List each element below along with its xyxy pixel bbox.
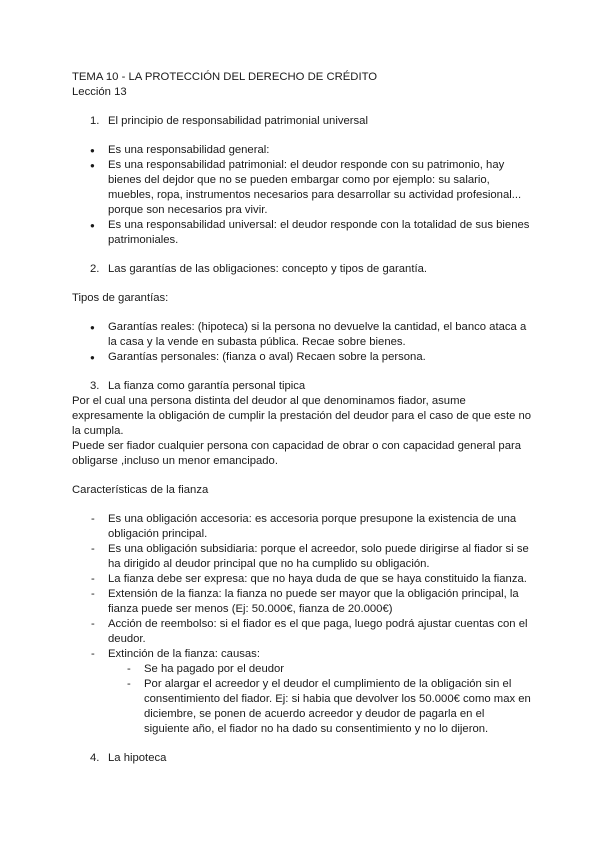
characteristics-label: Características de la fianza [72, 484, 209, 496]
characteristics-list [72, 512, 532, 737]
document-title: TEMA 10 - LA PROTECCIÓN DEL DERECHO DE CRÉDITO [72, 71, 378, 83]
list-item [90, 647, 532, 737]
list-item: - Acción de reembolso: si el fiador es el que paga, luego podrá ajustar cuentas con el deudor. [90, 617, 532, 647]
list-item: ● Es una responsabilidad patrimonial: el deudor responde con su patrimonio, hay bienes del dejdor que no se pueden embargar como por ejemplo: su salario, muebles, ropa, instrumentos necesarios para desarrollar su actividad profesional... porque son necesarios pra vivir. [90, 158, 532, 218]
list-item: - Es una obligación subsidiaria: porque el acreedor, solo puede dirigirse al fiador si se ha dirigido al deudor principal que no ha cumplido su obligación. [90, 542, 532, 572]
section-1-bullets [72, 143, 532, 248]
extinction-label: Extinción de la fianza: causas: [108, 648, 260, 660]
list-item: ● Es una responsabilidad general: [90, 143, 532, 158]
fianza-capacity: Puede ser fiador cualquier persona con capacidad de obrar o con capacidad general para obligarse ,incluso un menor emancipado. [72, 440, 522, 467]
section-4-heading: 4. La hipoteca [90, 752, 167, 764]
section-2-heading: 2. Las garantías de las obligaciones: concepto y tipos de garantía. [90, 263, 428, 275]
types-label: Tipos de garantías: [72, 292, 169, 304]
list-item: ● Garantías personales: (fianza o aval) Recaen sobre la persona. [90, 350, 532, 365]
extinction-causes [108, 662, 532, 737]
document-page [72, 70, 532, 766]
lesson-label: Lección 13 [72, 86, 127, 98]
section-1-heading: 1. El principio de responsabilidad patrimonial universal [90, 115, 368, 127]
fianza-definition: Por el cual una persona distinta del deudor al que denominamos fiador, asume expresamente la obligación de cumplir la prestación del deudor para el caso de que este no la cumpla. [72, 395, 532, 437]
section-2-bullets [72, 320, 532, 365]
list-item: ● Es una responsabilidad universal: el deudor responde con la totalidad de sus bienes patrimoniales. [90, 218, 532, 248]
list-item: - Por alargar el acreedor y el deudor el cumplimiento de la obligación sin el consentimiento del fiador. Ej: si habia que devolver los 50.000€ como max en diciembre, se ponen de acuerdo acreedor y deudor de pagarla en el siguiente año, el fiador no ha dado su consentimiento y no lo dijeron. [126, 677, 532, 737]
list-item: - Extensión de la fianza: la fianza no puede ser mayor que la obligación principal, la fianza puede ser menos (Ej: 50.000€, fianza de 20.000€) [90, 587, 532, 617]
list-item: ● Garantías reales: (hipoteca) si la persona no devuelve la cantidad, el banco ataca a la casa y la vende en subasta pública. Recae sobre bienes. [90, 320, 532, 350]
list-item: - Se ha pagado por el deudor [126, 662, 532, 677]
list-item: - La fianza debe ser expresa: que no haya duda de que se haya constituido la fianza. [90, 572, 532, 587]
section-3-heading: 3. La fianza como garantía personal tipica [90, 380, 306, 392]
list-item: - Es una obligación accesoria: es accesoria porque presupone la existencia de una obligación principal. [90, 512, 532, 542]
